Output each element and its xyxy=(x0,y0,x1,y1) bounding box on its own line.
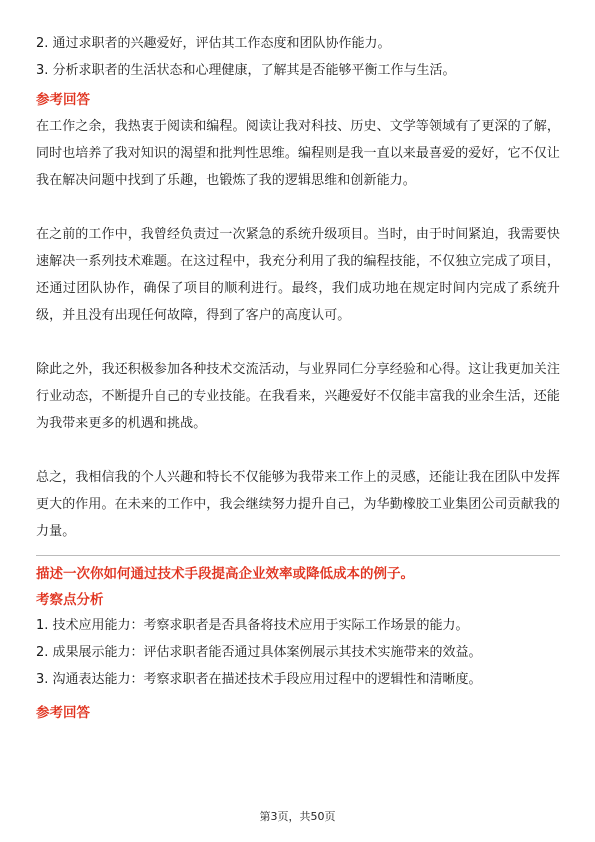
intro-item-2: 2. 通过求职者的兴趣爱好，评估其工作态度和团队协作能力。 xyxy=(36,36,391,51)
answer-paragraph-4: 总之，我相信我的个人兴趣和特长不仅能够为我带来工作上的灵感，还能让我在团队中发挥更大的作用。在未来的工作中，我会继续努力提升自己，为华勤橡胶工业集团公司贡献我的力量。 xyxy=(36,470,561,539)
page-footer: 第3页，共50页 xyxy=(259,810,336,823)
answer-paragraph-2: 在之前的工作中，我曾经负责过一次紧急的系统升级项目。当时，由于时间紧迫，我需要快速解决一系列技术难题。在这过程中，我充分利用了我的编程技能，不仅独立完成了项目，还通过团队协作，确保了项目的顺利进行。最终，我们成功地在规定时间内完成了系统升级，并且没有出现任何故障，得到了客户的高度认可。 xyxy=(36,227,561,323)
question-heading: 描述一次你如何通过技术手段提高企业效率或降低成本的例子。 xyxy=(36,566,414,582)
section-divider xyxy=(36,555,560,556)
reference-answer-heading-2: 参考回答 xyxy=(36,705,90,721)
page-content xyxy=(36,34,560,723)
reference-answer-heading: 参考回答 xyxy=(36,92,90,108)
analysis-heading: 考察点分析 xyxy=(36,592,104,608)
intro-item-3: 3. 分析求职者的生活状态和心理健康，了解其是否能够平衡工作与生活。 xyxy=(36,63,456,78)
analysis-item-3: 3. 沟通表达能力：考察求职者在描述技术手段应用过程中的逻辑性和清晰度。 xyxy=(36,672,482,687)
answer-paragraph-3: 除此之外，我还积极参加各种技术交流活动，与业界同仁分享经验和心得。这让我更加关注行业动态，不断提升自己的专业技能。在我看来，兴趣爱好不仅能丰富我的业余生活，还能为我带来更多的机遇和挑战。 xyxy=(36,362,561,431)
analysis-item-1: 1. 技术应用能力：考察求职者是否具备将技术应用于实际工作场景的能力。 xyxy=(36,618,469,633)
analysis-item-2: 2. 成果展示能力：评估求职者能否通过具体案例展示其技术实施带来的效益。 xyxy=(36,645,482,660)
answer-paragraph-1: 在工作之余，我热衷于阅读和编程。阅读让我对科技、历史、文学等领域有了更深的了解，同时也培养了我对知识的渴望和批判性思维。编程则是我一直以来最喜爱的爱好，它不仅让我在解决问题中找到了乐趣，也锻炼了我的逻辑思维和创新能力。 xyxy=(36,119,561,188)
